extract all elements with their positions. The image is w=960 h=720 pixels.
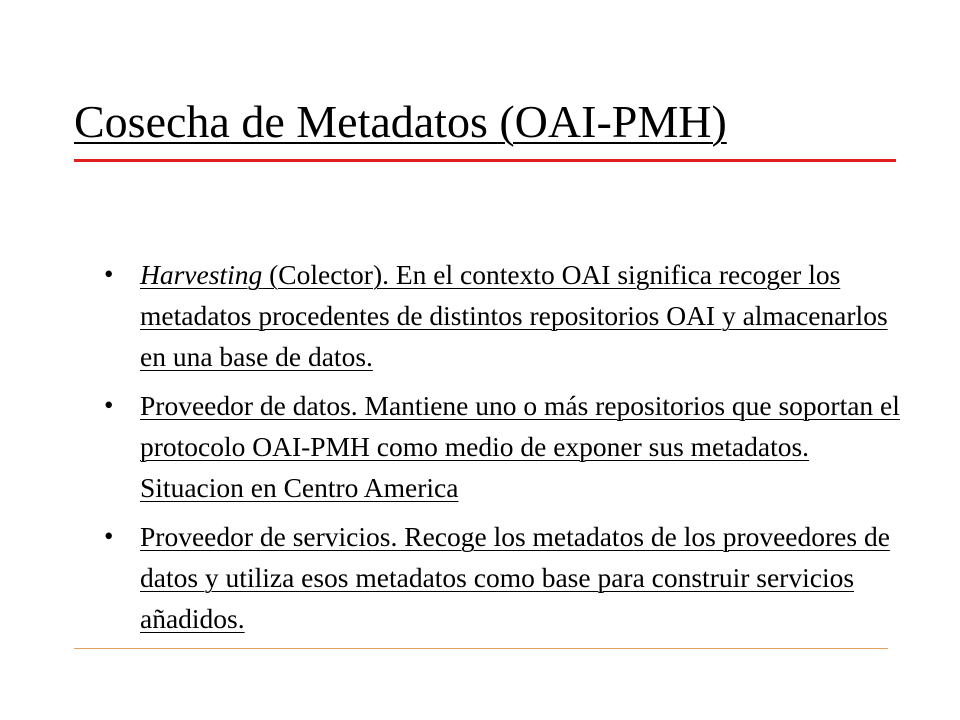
bullet-term: Harvesting (140, 259, 263, 290)
bullet-list (104, 254, 914, 647)
bullet-dot: • (104, 259, 114, 289)
title-underline-rule (74, 159, 896, 162)
bullet-dot: • (104, 390, 114, 420)
bullet-item-harvesting (104, 254, 914, 377)
bullet-item-data-provider (104, 385, 914, 508)
bullet-dot: • (104, 521, 114, 551)
bullet-text: Proveedor de datos. Mantiene uno o más repositorios que soportan el protocolo OAI-PMH como medio de exponer sus metadatos. Situacion en Centro America (140, 390, 900, 503)
bullet-body: (Colector). En el contexto OAI significa recoger los metadatos procedentes de distintos repositorios OAI y almacenarlos en una base de datos. (140, 259, 888, 372)
slide-title: Cosecha de Metadatos (OAI-PMH) (74, 96, 727, 147)
bullet-text (140, 259, 888, 372)
footer-rule (74, 648, 888, 649)
bullet-item-service-provider (104, 516, 914, 639)
bullet-text: Proveedor de servicios. Recoge los metadatos de los proveedores de datos y utiliza esos metadatos como base para construir servicios añadidos. (140, 521, 890, 634)
